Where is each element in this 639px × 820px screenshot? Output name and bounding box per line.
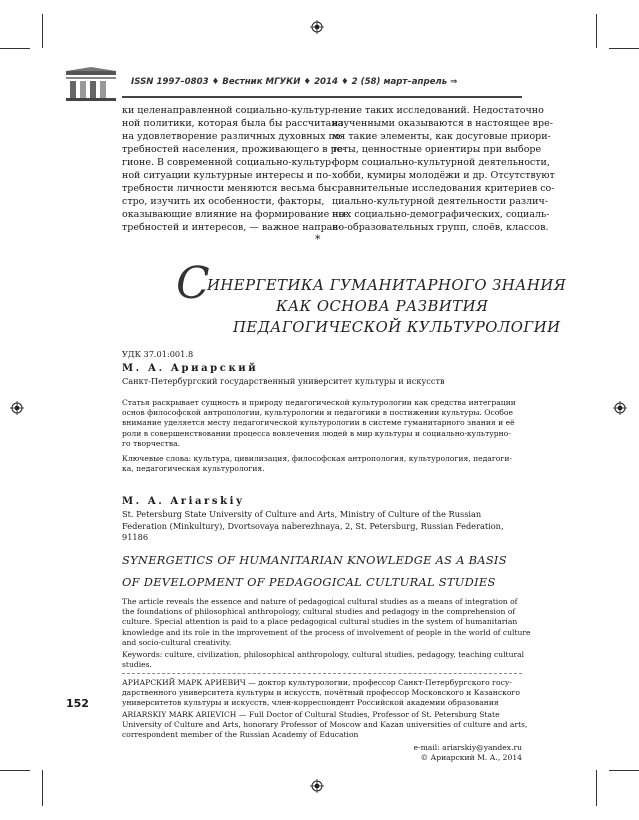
- text-line: оказывающие влияние на формирование по-: [122, 209, 348, 220]
- abstract-line: основ философской антропологии, культурологии и педагогики в постижении культуры. Особое: [122, 408, 513, 418]
- abstract-ru: [122, 398, 524, 449]
- abstract-line: роли в совершенствовании процесса вовлечения людей в мир культуры и социально-культурно-: [122, 428, 511, 438]
- bio-en: [122, 710, 528, 741]
- title-en-line-2: OF DEVELOPMENT OF PEDAGOGICAL CULTURAL STUDIES: [122, 575, 496, 589]
- bio-line: дарственного университета культуры и искусств, почётный профессор Московского и Казанского: [122, 688, 520, 698]
- registration-mark-icon: [310, 20, 324, 34]
- text-line: теты, ценностные ориентиры при выборе: [332, 144, 542, 155]
- affiliation-line: Federation (Minkultury), Dvortsovaya naberezhnaya, 2, St. Petersburg, Russian Federation,: [122, 520, 504, 531]
- keywords-line: studies.: [122, 660, 152, 670]
- abstract-line: culture. Special attention is paid to a place pedagogical cultural studies in the system of humanitarian: [122, 617, 518, 627]
- text-line: но-образовательных групп, слоёв, классов.: [332, 222, 549, 233]
- abstract-line: внимание уделяется месту педагогической культурологии в системе гуманитарного знания и её: [122, 418, 515, 428]
- udk-code: УДК 37.01:001.8: [122, 349, 194, 359]
- title-ru-line-1: ИНЕРГЕТИКА ГУМАНИТАРНОГО ЗНАНИЯ: [207, 277, 567, 294]
- abstract-line: го творчества.: [122, 438, 181, 448]
- title-initial: С: [176, 258, 210, 309]
- keywords-en: [122, 650, 524, 670]
- abstract-line: Статья раскрывает сущность и природу педагогической культурологии как средства интеграции: [122, 398, 516, 407]
- copyright: © Ариарский М. А., 2014: [420, 753, 522, 762]
- bio-line: correspondent member of the Russian Academy of Education: [122, 730, 359, 740]
- text-line: ной ситуации культурные интересы и по-: [122, 170, 332, 181]
- author-email: e-mail: ariarskiy@yandex.ru: [413, 743, 522, 752]
- text-line: мя такие элементы, как досуговые приори-: [332, 131, 551, 142]
- journal-header: ISSN 1997–0803 ♦ Вестник МГУКИ ♦ 2014 ♦ 2 (58) март–апрель ⇒: [131, 77, 458, 87]
- crop-mark: [0, 48, 30, 49]
- crop-mark: [609, 770, 639, 771]
- title-en-line-1: SYNERGETICS OF HUMANITARIAN KNOWLEDGE AS A BASIS: [122, 553, 507, 567]
- crop-mark: [42, 770, 43, 806]
- title-ru-line-3: ПЕДАГОГИЧЕСКОЙ КУЛЬТУРОЛОГИИ: [233, 319, 561, 336]
- bio-line: University of Culture and Arts, honorary Professor of Moscow and Kazan universities of culture and arts,: [122, 720, 528, 730]
- text-line: на удовлетворение различных духовных по-: [122, 131, 344, 142]
- crop-mark: [609, 48, 639, 49]
- crop-mark: [596, 770, 597, 806]
- header-rule: [122, 96, 522, 98]
- author-ru: М. А. Ариарский: [122, 363, 259, 374]
- abstract-line: knowledge and its role in the improvement of the process of involvement of people in the world of culture: [122, 627, 531, 637]
- text-line: ки целенаправленной социально-культур-: [122, 105, 334, 116]
- page-number: 152: [66, 697, 89, 710]
- bio-line: АРИАРСКИЙ МАРК АРИЕВИЧ — доктор культурологии, профессор Санкт-Петербургского госу-: [122, 678, 512, 687]
- text-line: хобби, кумиры молодёжи и др. Отсутствуют: [332, 170, 555, 181]
- affiliation-ru: Санкт-Петербургский государственный университет культуры и искусств: [122, 376, 445, 386]
- crop-mark: [42, 14, 43, 48]
- text-line: ление таких исследований. Недостаточно: [332, 105, 544, 116]
- keywords-line: ка, педагогическая культурология.: [122, 464, 265, 474]
- section-separator: *: [315, 233, 321, 246]
- affiliation-en: [122, 509, 524, 544]
- text-line: требностей населения, проживающего в ре-: [122, 144, 346, 155]
- text-line: требностей и интересов, — важное направ-: [122, 222, 341, 233]
- text-line: ных социально-демографических, социаль-: [332, 209, 550, 220]
- abstract-line: the foundations of philosophical anthropology, cultural studies and pedagogy in the comprehension of: [122, 607, 516, 617]
- title-ru-line-2: КАК ОСНОВА РАЗВИТИЯ: [276, 298, 489, 315]
- footer-divider: [122, 673, 522, 674]
- column-logo-icon: [66, 67, 118, 101]
- registration-mark-icon: [10, 401, 24, 415]
- abstract-en: [122, 597, 531, 648]
- author-en: M. A. Ariarskiy: [122, 496, 245, 507]
- text-line: сравнительные исследования критериев со-: [332, 183, 555, 194]
- keywords-ru: [122, 454, 524, 474]
- text-line: изученными оказываются в настоящее вре-: [332, 118, 553, 129]
- text-line: гионе. В современной социально-культур-: [122, 157, 335, 168]
- registration-mark-icon: [310, 779, 324, 793]
- bio-ru: [122, 678, 524, 709]
- text-line: стро, изучить их особенности, факторы,: [122, 196, 325, 207]
- text-line: требности личности меняются весьма бы-: [122, 183, 335, 194]
- bio-line: ARIARSKIY MARK ARIEVICH — Full Doctor of Cultural Studies, Professor of St. Petersburg State: [122, 710, 500, 719]
- registration-mark-icon: [613, 401, 627, 415]
- text-line: форм социально-культурной деятельности,: [332, 157, 550, 168]
- crop-mark: [0, 770, 30, 771]
- text-line: циально-культурной деятельности различ-: [332, 196, 548, 207]
- affiliation-line: St. Petersburg State University of Culture and Arts, Ministry of Culture of the Russian: [122, 509, 482, 519]
- affiliation-line: 91186: [122, 532, 149, 542]
- text-line: ной политики, которая была бы рассчитана: [122, 118, 344, 129]
- bio-line: университетов культуры и искусств, член-корреспондент Российской академии образования: [122, 698, 499, 708]
- crop-mark: [596, 14, 597, 48]
- intro-right-column: [332, 104, 555, 234]
- keywords-line: Ключевые слова: культура, цивилизация, философская антропология, культурология, педагоги-: [122, 454, 512, 463]
- abstract-line: The article reveals the essence and nature of pedagogical cultural studies as a means of integration of: [122, 597, 518, 606]
- abstract-line: and socio-cultural creativity.: [122, 637, 232, 647]
- keywords-line: Keywords: culture, civilization, philosophical anthropology, cultural studies, pedagogy, teaching cultural: [122, 650, 525, 659]
- intro-left-column: [122, 104, 348, 234]
